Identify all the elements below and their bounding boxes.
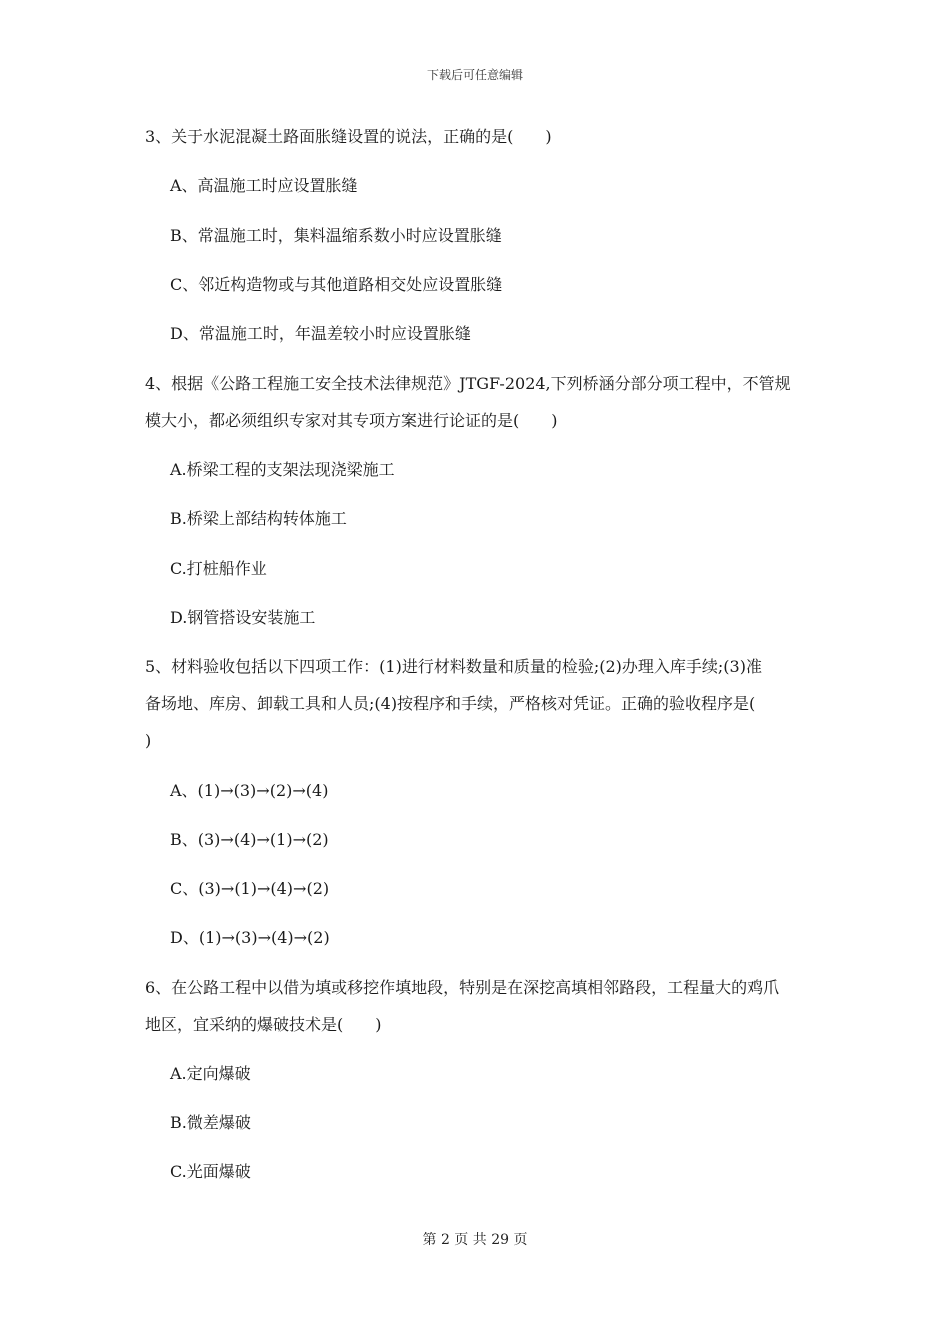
- option-d: D.钢管搭设安装施工: [170, 608, 316, 627]
- page-header: 下载后可任意编辑: [426, 68, 523, 82]
- question-stem-line: 备场地、库房、卸载工具和人员;(4)按程序和手续，严格核对凭证。正确的验收程序是(: [145, 694, 756, 713]
- question-stem-line: 3、关于水泥混凝土路面胀缝设置的说法，正确的是( ): [145, 127, 552, 146]
- option-a: A.定向爆破: [170, 1064, 251, 1083]
- option-c: C.打桩船作业: [170, 559, 267, 578]
- option-d: D、常温施工时，年温差较小时应设置胀缝: [170, 324, 471, 343]
- option-d: D、(1)→(3)→(4)→(2): [170, 928, 330, 947]
- question-stem-line: 地区，宜采纳的爆破技术是( ): [145, 1015, 382, 1034]
- page-footer: 第 2 页 共 29 页: [422, 1232, 528, 1248]
- question-stem-line: ): [145, 731, 152, 750]
- option-c: C、邻近构造物或与其他道路相交处应设置胀缝: [170, 275, 503, 294]
- question-stem-line: 5、材料验收包括以下四项工作：(1)进行材料数量和质量的检验;(2)办理入库手续;(3)准: [145, 657, 762, 676]
- option-c: C.光面爆破: [170, 1162, 251, 1181]
- question-stem-line: 4、根据《公路工程施工安全技术法律规范》JTGF-2024,下列桥涵分部分项工程中，不管规: [145, 374, 791, 393]
- option-a: A、高温施工时应设置胀缝: [170, 176, 358, 195]
- option-c: C、(3)→(1)→(4)→(2): [170, 879, 330, 898]
- question-stem-line: 6、在公路工程中以借为填或移挖作填地段，特别是在深挖高填相邻路段，工程量大的鸡爪: [145, 978, 780, 997]
- option-b: B.桥梁上部结构转体施工: [170, 509, 347, 528]
- option-b: B、(3)→(4)→(1)→(2): [170, 830, 329, 849]
- option-b: B、常温施工时，集料温缩系数小时应设置胀缝: [170, 226, 502, 245]
- option-a: A.桥梁工程的支架法现浇梁施工: [170, 460, 395, 479]
- question-stem-line: 模大小，都必须组织专家对其专项方案进行论证的是( ): [145, 411, 558, 430]
- option-b: B.微差爆破: [170, 1113, 251, 1132]
- option-a: A、(1)→(3)→(2)→(4): [170, 781, 329, 800]
